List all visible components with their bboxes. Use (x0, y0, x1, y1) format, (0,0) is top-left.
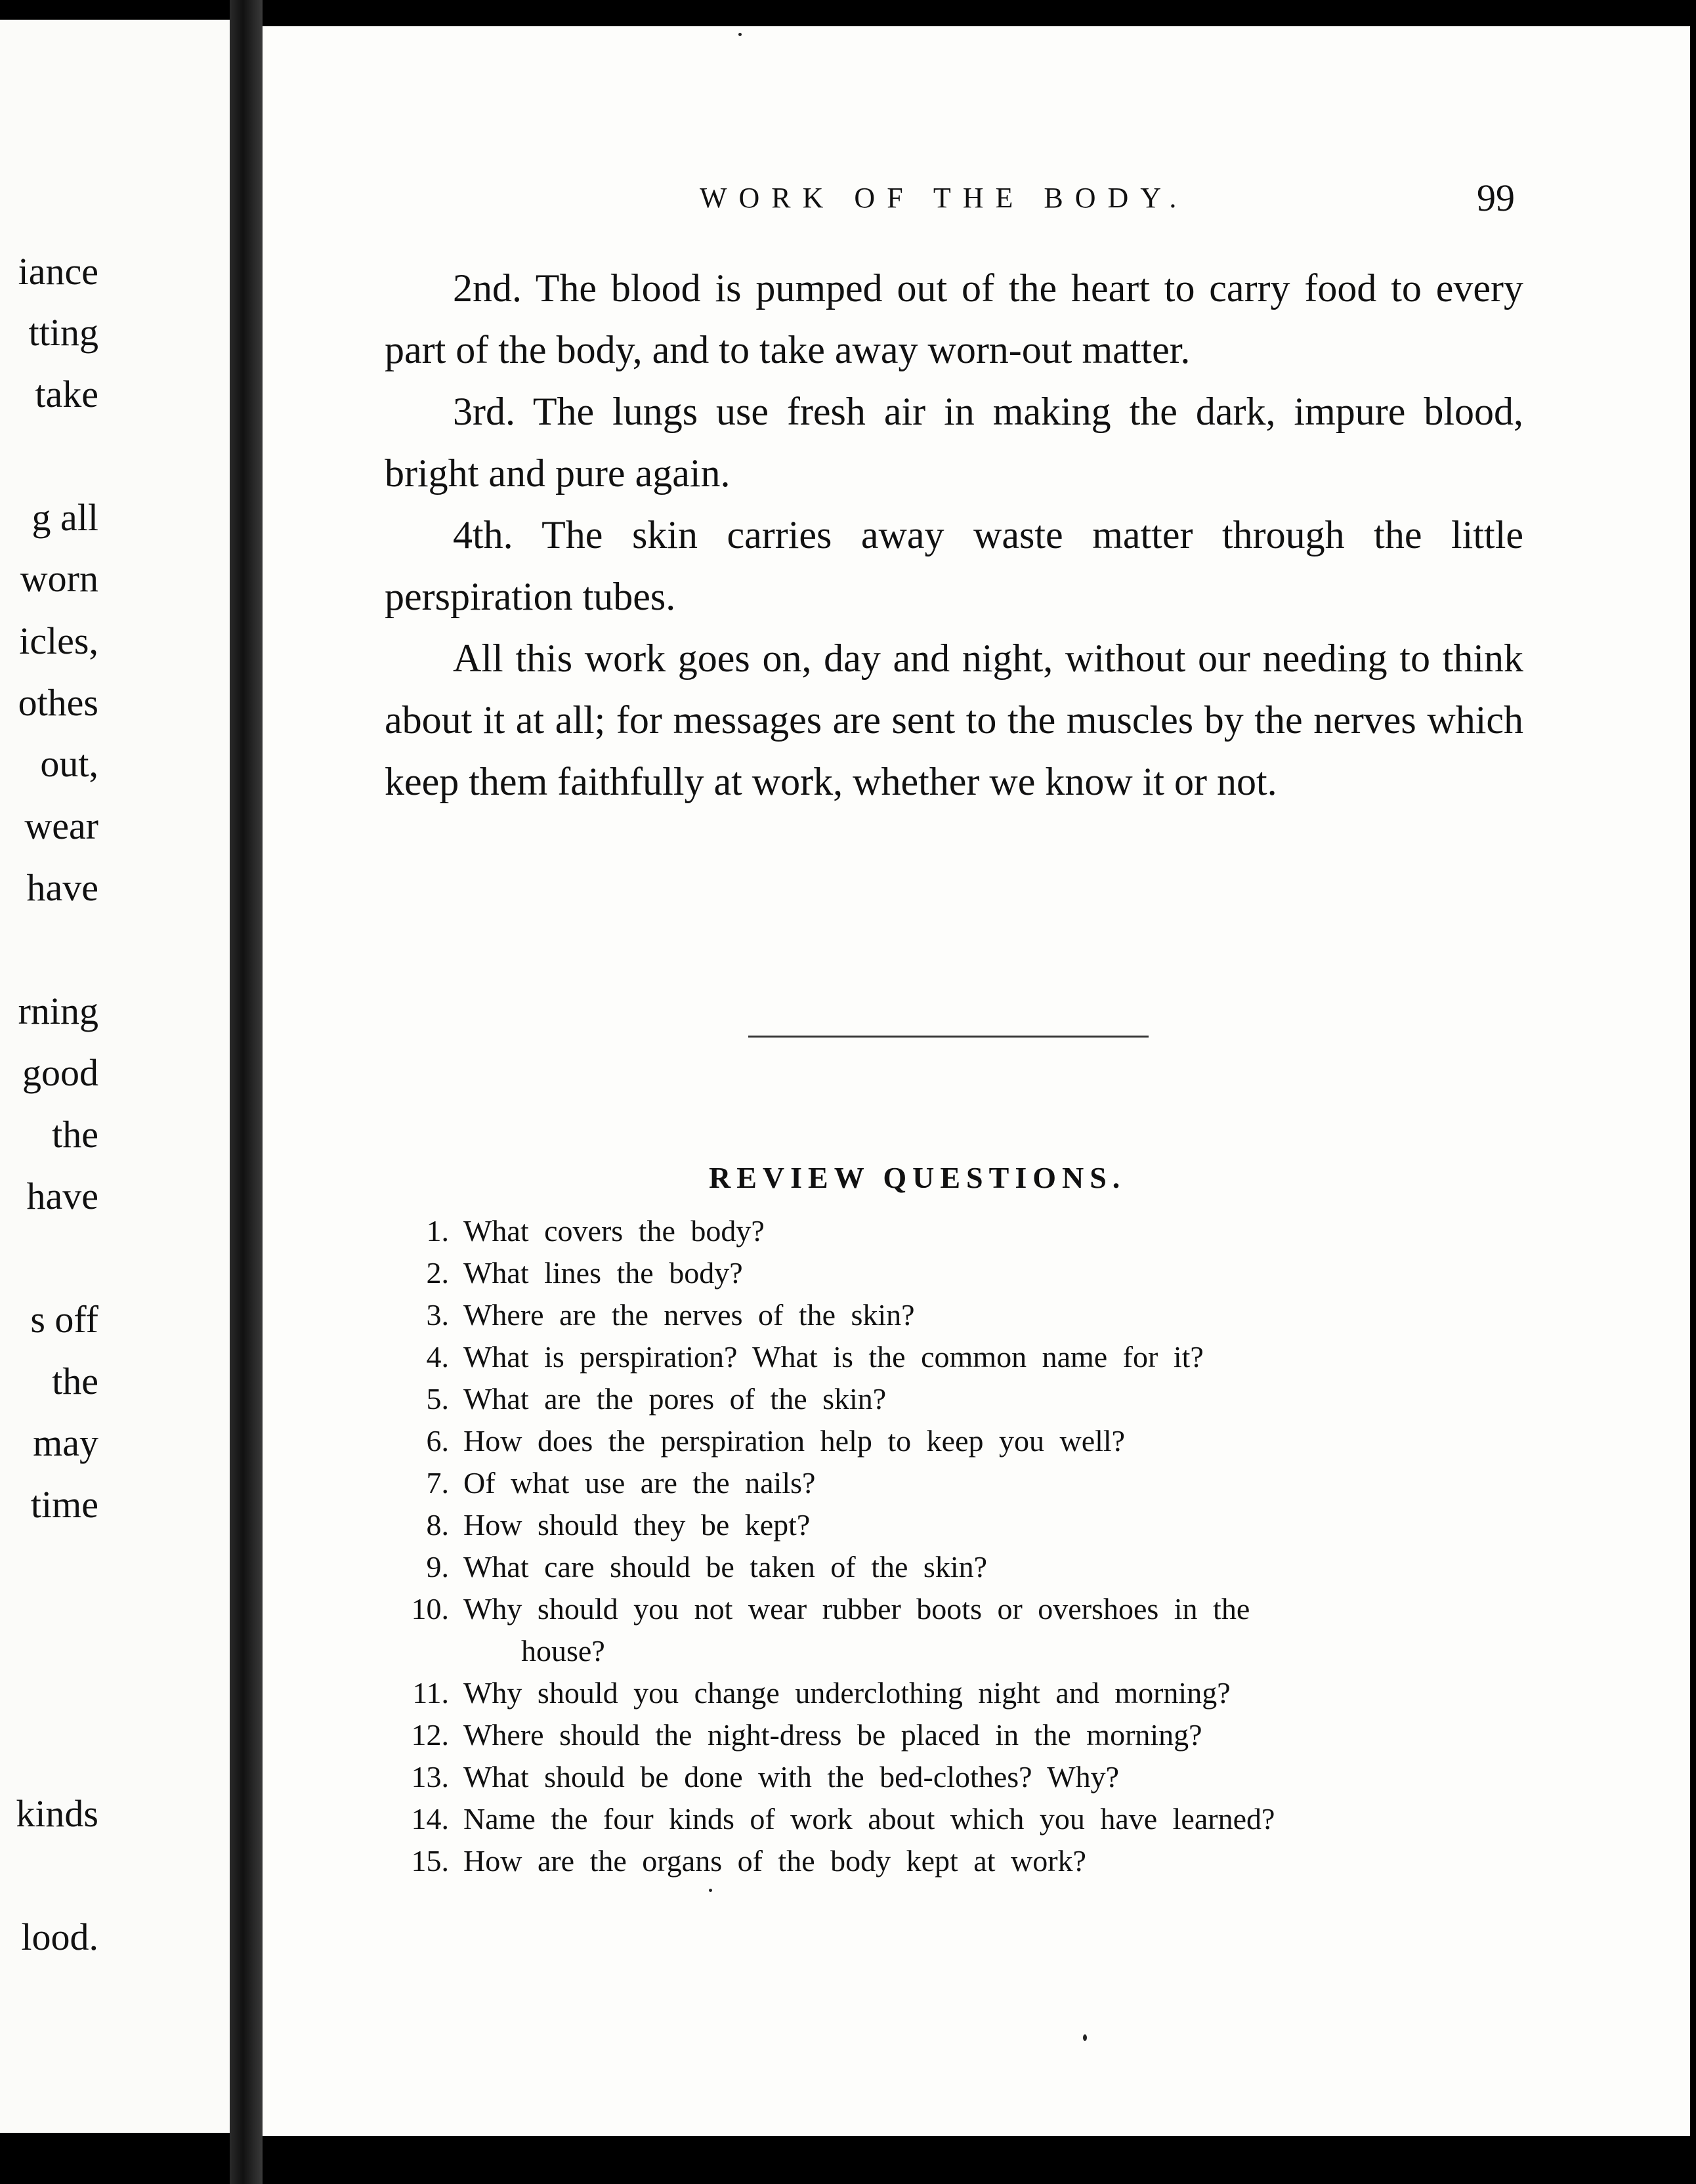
section-divider (748, 1036, 1149, 1038)
book-gutter (230, 0, 263, 2184)
running-head: WORK OF THE BODY. (700, 182, 1189, 214)
left-page-fragment: out, (40, 742, 98, 785)
question-item (385, 1672, 1527, 1714)
question-text: What are the pores of the skin? (463, 1382, 887, 1416)
question-number: 2. (426, 1256, 449, 1290)
left-page-fragment: rning (18, 990, 98, 1032)
left-page-fragment: icles, (19, 620, 98, 662)
question-text: Where should the night-dress be placed in the morning? (463, 1718, 1202, 1752)
question-item (385, 1210, 1527, 1252)
left-page-fragment: g all (32, 496, 98, 539)
left-page-fragment: may (33, 1421, 98, 1464)
left-page-fragment: good (22, 1051, 98, 1094)
question-number: 11. (412, 1676, 449, 1710)
question-item (385, 1756, 1527, 1798)
scan-speck (709, 1889, 712, 1892)
question-number: 8. (426, 1508, 449, 1542)
question-text: How are the organs of the body kept at work? (463, 1844, 1086, 1878)
scan-speck (1083, 2034, 1087, 2041)
question-item (385, 1336, 1527, 1378)
left-page-fragment: s off (30, 1298, 98, 1341)
page-number: 99 (1477, 177, 1515, 219)
question-item (385, 1378, 1527, 1420)
question-number: 14. (411, 1802, 449, 1836)
left-page-fragment: have (26, 1175, 98, 1217)
review-questions-list (385, 1210, 1527, 1882)
question-text: Why should you change underclothing night and morning? (463, 1676, 1231, 1710)
body-text (385, 257, 1523, 812)
paragraph: 4th. The skin carries away waste matter through the little perspiration tubes. (385, 513, 1523, 618)
question-number: 4. (426, 1340, 449, 1374)
left-page-fragment: the (52, 1360, 98, 1402)
question-number: 15. (411, 1844, 449, 1878)
left-page-fragment: have (26, 866, 98, 909)
question-item (385, 1588, 1527, 1672)
review-heading: REVIEW QUESTIONS. (709, 1161, 1126, 1194)
book-page (263, 26, 1690, 2136)
paragraph: 2nd. The blood is pumped out of the heart to carry food to every part of the body, and to take away worn-out matter. (385, 266, 1523, 371)
question-text: How does the perspiration help to keep you well? (463, 1424, 1126, 1458)
question-text: What is perspiration? What is the common name for it? (463, 1340, 1204, 1374)
question-text: Name the four kinds of work about which you have learned? (463, 1802, 1275, 1836)
question-text: Where are the nerves of the skin? (463, 1298, 915, 1332)
left-page-fragment: tting (28, 311, 98, 354)
left-page-fragment: othes (18, 681, 98, 724)
question-text: What covers the body? (463, 1214, 765, 1248)
question-number: 12. (411, 1718, 449, 1752)
question-number: 10. (411, 1592, 449, 1626)
left-page-fragment: kinds (16, 1792, 98, 1835)
question-item (385, 1798, 1527, 1840)
question-item (385, 1252, 1527, 1294)
question-number: 5. (426, 1382, 449, 1416)
question-text-continuation: house? (521, 1634, 605, 1668)
scan-speck (738, 33, 742, 36)
question-item (385, 1462, 1527, 1504)
left-page-fragment: the (52, 1113, 98, 1156)
question-number: 7. (426, 1466, 449, 1500)
question-text-line: Why should you not wear rubber boots or overshoes in the (463, 1592, 1250, 1626)
question-text: Of what use are the nails? (463, 1466, 816, 1500)
left-page-fragment: lood. (21, 1916, 98, 1958)
question-item (385, 1840, 1527, 1882)
paragraph: All this work goes on, day and night, without our needing to think about it at all; for messages are sent to the muscles by the nerves which keep them faithfully at work, whether we know it or not. (385, 637, 1523, 803)
question-number: 3. (426, 1298, 449, 1332)
question-text: What care should be taken of the skin? (463, 1550, 988, 1584)
question-item (385, 1546, 1527, 1588)
question-item (385, 1714, 1527, 1756)
question-text (463, 1588, 1527, 1672)
question-text: What lines the body? (463, 1256, 743, 1290)
question-number: 1. (426, 1214, 449, 1248)
paragraph: 3rd. The lungs use fresh air in making the dark, impure blood, bright and pure again. (385, 390, 1523, 495)
left-page-fragment: iance (18, 250, 98, 293)
left-page-fragment: worn (20, 557, 98, 600)
question-text: How should they be kept? (463, 1508, 811, 1542)
left-page-fragment: take (35, 373, 98, 415)
question-number: 13. (411, 1760, 449, 1794)
question-number: 9. (426, 1550, 449, 1584)
left-facing-page (0, 20, 230, 2133)
question-item (385, 1294, 1527, 1336)
question-item (385, 1504, 1527, 1546)
left-page-fragment: time (30, 1483, 98, 1526)
question-text: What should be done with the bed-clothes? Why? (463, 1760, 1120, 1794)
left-page-fragment: wear (24, 805, 98, 847)
question-number: 6. (426, 1424, 449, 1458)
question-item (385, 1420, 1527, 1462)
